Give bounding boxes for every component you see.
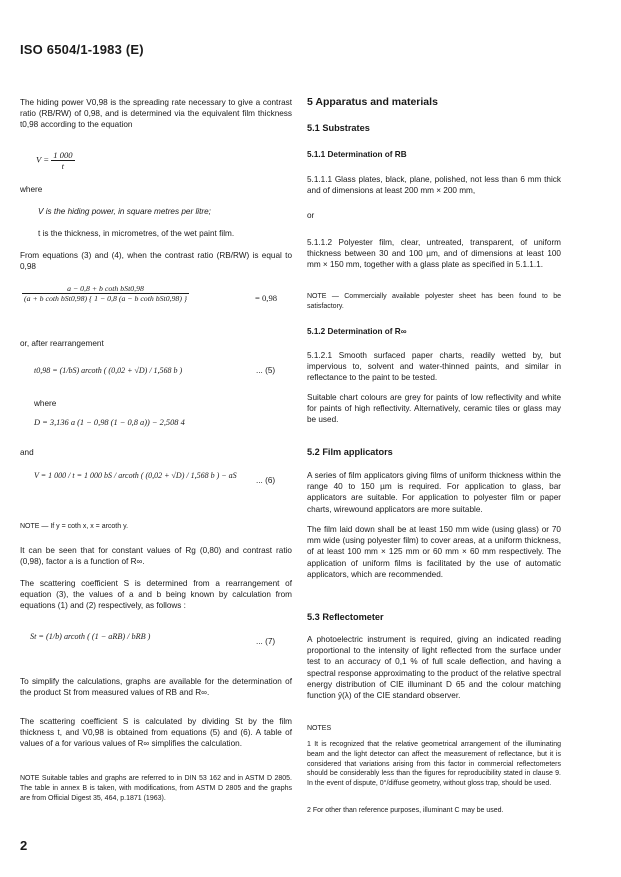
graphs-para: To simplify the calculations, graphs are available for the determination of the product St from measured values of RB and R∞. [20,677,292,698]
eq2-rhs: = 0,98 [255,293,278,303]
eq7-number: ... (7) [256,637,276,646]
reflectometer-para: A photoelectric instrument is required, giving an indicated reading proportional to the intensity of light reflected from the surface under test to an accuracy of 0,1 % of full scale deflection, and having a spectral response approximating to the product of the relative spectral energy distribution of CIE illuminant D 65 and the colour matching function ȳ(λ) of the CIE standard observer. [307,635,561,701]
paper-charts-para: 5.1.2.1 Smooth surfaced paper charts, readily wetted by, but impervious to, solvent and water-thinned paints, and similar in reflectance to the paint to be tested. [307,351,561,383]
notes-heading: NOTES [307,725,332,732]
note-arcoth: NOTE — If y = coth x, x = arcoth y. [20,523,129,530]
section-5-1-1-heading: 5.1.1 Determination of RB [307,150,407,159]
chart-colours-para: Suitable chart colours are grey for paints of low reflectivity and white for paints of high reflectivity. Alternatively, ceramic tiles or glass may be used. [307,393,561,425]
note-tables: NOTE Suitable tables and graphs are referred to in DIN 53 162 and in ASTM D 2805. The table in annex B is taken, with modifications, from ASTM D 2805 and the graphs are from Official Digest 35, 464, p.1871 (1963). [20,775,292,802]
section-5-3-heading: 5.3 Reflectometer [307,612,384,622]
scattering-calc-para: The scattering coefficient S is calculated by dividing St by the film thickness t, and V0,98 is obtained from equations (5) and (6). A table of values of a for various values of R∞ simplifies the calculation. [20,717,292,749]
equation-6: V = 1 000 / t = 1 000 bS / arcoth ( (0,02 + √D) / 1,568 b ) − aS [34,471,237,480]
contrast-ratio-para: From equations (3) and (4), when the contrast ratio (RB/RW) is equal to 0,98 [20,251,292,272]
scattering-intro: The scattering coefficient S is determined from a rearrangement of equation (3), the values of a and b being known by calculation from equations (1) and (2) respectively, as follows : [20,579,292,611]
eq5-number: ... (5) [256,366,276,375]
section-5-1-heading: 5.1 Substrates [307,123,370,133]
and-label: and [20,448,34,457]
section-5-2-heading: 5.2 Film applicators [307,447,393,457]
eq1-num: 1 000 [53,150,73,160]
equation-5: t0,98 = (1/bS) arcoth ( (0,02 + √D) / 1,568 b ) [34,366,183,375]
or-label: or [307,211,315,220]
constant-values-para: It can be seen that for constant values of Rg (0,80) and contrast ratio (0,98), factor a is a function of R∞. [20,546,292,567]
eq1-lhs: V = [36,154,50,165]
where-2: where [34,399,57,408]
equation-d: D = 3,136 a (1 − 0,98 (1 − 0,8 a)) − 2,508 4 [34,418,185,427]
polyester-film-para: 5.1.1.2 Polyester film, clear, untreated, transparent, of uniform thickness between 30 and 100 µm, and of dimensions at least 100 mm × 150 mm, together with a glass plate as specified in 5.1.1.1. [307,238,561,270]
page-number: 2 [20,838,28,853]
where-1: where [20,185,43,194]
eq2-den: (a + b coth bSt0,98) { 1 − 0,8 (a − b coth bSt0,98) } [24,294,187,303]
equation-2 [22,284,189,303]
rearrangement-label: or, after rearrangement [20,339,104,348]
note-geometry: 1 It is recognized that the relative geometrical arrangement of the illuminating beam and the light detector can affect the measurement of reflectance, but it is considered that variations arising from this factor in commercial reflectometers should be considerably less than the figures for reproducibility stated in clause 9. In the event of dispute, 0°/diffuse geometry, without gloss trap, should be used. [307,741,561,788]
note-illuminant: 2 For other than reference purposes, illuminant C may be used. [307,807,504,814]
note-polyester: NOTE — Commercially available polyester sheet has been found to be satisfactory. [307,293,561,310]
hiding-power-intro: The hiding power V0,98 is the spreading rate necessary to give a contrast ratio (RB/RW) of 0,98, and is determined via the equivalent film thickness t0,98 according to the equation [20,98,292,130]
def-v: V is the hiding power, in square metres per litre; [38,207,211,216]
film-width-para: The film laid down shall be at least 150 mm wide (using glass) or 70 mm wide (using polyester film) to cover areas, at a uniform thickness, of at least 100 mm × 125 mm or 60 mm × 60 mm respectively. The application of uniform films is facilitated by the use of automatic applicators, which are recommended. [307,525,561,579]
section-5-heading: 5 Apparatus and materials [307,96,438,108]
equation-1 [36,150,75,171]
eq6-number: ... (6) [256,476,276,485]
applicators-para: A series of film applicators giving films of uniform thickness within the range 40 to 150 µm is required. For application to glass, bar applicators are suitable. For application to polyester film or paper charts, wirewound applicators are more suitable. [307,471,561,514]
eq2-num: a − 0,8 + b coth bSt0,98 [22,284,189,294]
def-t: t is the thickness, in micrometres, of the wet paint film. [38,229,235,238]
section-5-1-2-heading: 5.1.2 Determination of R∞ [307,327,407,336]
document-header: ISO 6504/1-1983 (E) [20,42,144,57]
glass-plates-para: 5.1.1.1 Glass plates, black, plane, polished, not less than 6 mm thick and of dimensions at least 200 mm × 200 mm, [307,175,561,196]
equation-7: St = (1/b) arcoth ( (1 − aRB) / bRB ) [30,632,151,641]
eq1-den: t [61,161,65,171]
